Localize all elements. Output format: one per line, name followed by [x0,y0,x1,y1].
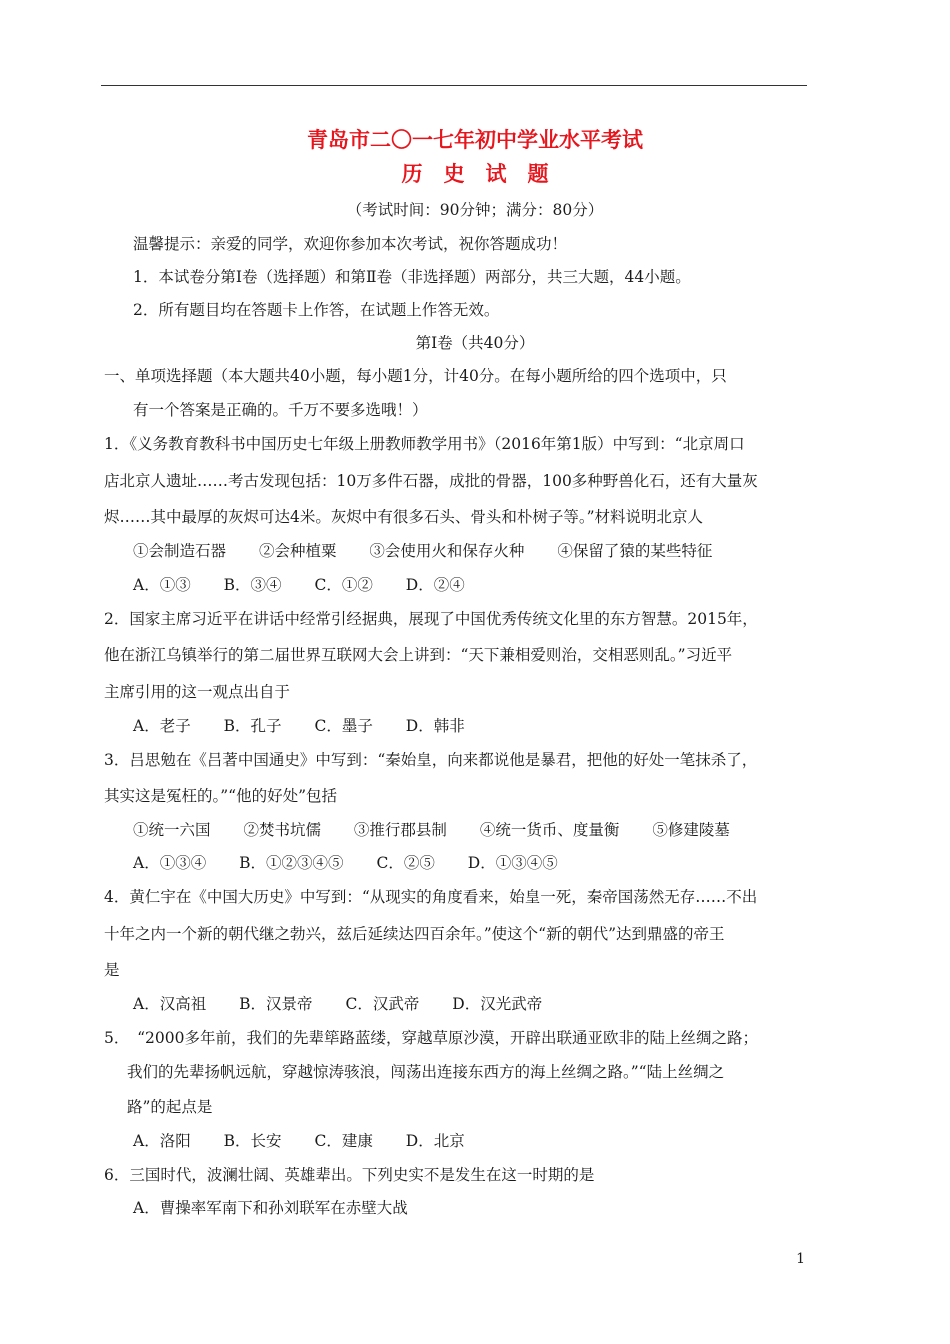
statement: ③会使用火和保存火种 [369,542,525,560]
option: A．汉高祖 [133,995,207,1013]
statement-row [133,820,758,840]
statement-row [133,541,740,561]
section-heading-cont: 有一个答案是正确的。千万不要多选哦！） [133,401,428,419]
statement: ④保留了猿的某些特征 [557,542,713,560]
question-line: 主席引用的这一观点出自于 [104,683,291,701]
option: C．建康 [314,1132,373,1150]
option: A．①③④ [133,854,207,872]
option: C．②⑤ [376,854,435,872]
subject-title: 历 史 试 题 [401,161,549,186]
question-line: 3．吕思勉在《吕著中国通史》中写到：“秦始皇，向来都说他是暴君，把他的好处一笔抹杀了， [104,751,758,769]
option: B．①②③④⑤ [239,854,344,872]
option: D．韩非 [405,717,465,735]
section-heading: 一、单项选择题（本大题共40小题，每小题1分，计40分。在每小题所给的四个选项中，只 [104,367,727,385]
question-line: 路”的起点是 [127,1098,213,1116]
page-number: 1 [796,1251,805,1267]
statement: ③推行郡县制 [353,821,447,839]
question-line: 2．国家主席习近平在讲话中经常引经据典，展现了中国优秀传统文化里的东方智慧。2015年， [104,610,758,628]
options-row [133,1198,436,1218]
options-row [133,853,586,873]
question-line: 6．三国时代，波澜壮阔、英雄辈出。下列史实不是发生在这一时期的是 [104,1166,595,1184]
statement: ①会制造石器 [133,542,227,560]
option: A．曹操率军南下和孙刘联军在赤壁大战 [133,1199,408,1217]
option: D．汉光武帝 [452,995,543,1013]
option: C．①② [314,576,373,594]
exam-title: 青岛市二〇一七年初中学业水平考试 [307,127,643,152]
header-rule [101,85,807,86]
statement: ⑤修建陵墓 [652,821,730,839]
question-line: 其实这是冤枉的。”“他的好处”包括 [104,787,338,805]
question-line: 他在浙江乌镇举行的第二届世界互联网大会上讲到：“天下兼相爱则治，交相恶则乱。”习近平 [104,646,733,664]
options-row [133,1131,493,1151]
option: C．汉武帝 [345,995,420,1013]
part-title: 第Ⅰ卷（共40分） [415,334,535,352]
option: B．孔子 [223,717,282,735]
option: A．老子 [133,717,191,735]
option: D．②④ [405,576,465,594]
statement: ②焚书坑儒 [243,821,321,839]
question-line: 烬……其中最厚的灰烬可达4米。灰烬中有很多石头、骨头和朴树子等。”材料说明北京人 [104,508,704,526]
option: B．汉景帝 [239,995,313,1013]
option: D．①③④⑤ [467,854,558,872]
options-row [133,575,493,595]
question-line: 4．黄仁宇在《中国大历史》中写到：“从现实的角度看来，始皇一死，秦帝国荡然无存……不出 [104,888,758,906]
question-line: 1．《义务教育教科书中国历史七年级上册教师教学用书》（2016年第1版）中写到：“北京周口 [104,435,745,453]
options-row [133,716,493,736]
question-line: 十年之内一个新的朝代继之勃兴，兹后延续达四百余年。”使这个“新的朝代”达到鼎盛的帝王 [104,925,725,943]
greeting: 温馨提示：亲爱的同学，欢迎你参加本次考试，祝你答题成功！ [133,235,568,253]
option: A．①③ [133,576,191,594]
statement: ④统一货币、度量衡 [479,821,620,839]
exam-info: （考试时间：90分钟；满分：80分） [346,201,604,219]
option: C．墨子 [314,717,373,735]
question-line: 5． “2000多年前，我们的先辈筚路蓝缕，穿越草原沙漠，开辟出联通亚欧非的陆上丝绸之路； [104,1029,758,1047]
statement: ②会种植粟 [258,542,337,560]
instruction-2: 2．所有题目均在答题卡上作答，在试题上作答无效。 [133,301,500,319]
instruction-1: 1．本试卷分第Ⅰ卷（选择题）和第Ⅱ卷（非选择题）两部分，共三大题，44小题。 [133,268,691,286]
statement: ①统一六国 [133,821,211,839]
option: B．③④ [223,576,282,594]
options-row [133,994,570,1014]
question-line: 是 [104,961,120,979]
option: A．洛阳 [133,1132,191,1150]
option: D．北京 [405,1132,465,1150]
question-line: 店北京人遗址……考古发现包括：10万多件石器，成批的骨器，100多种野兽化石，还有大量灰 [104,472,758,490]
question-line: 我们的先辈扬帆远航，穿越惊涛骇浪，闯荡出连接东西方的海上丝绸之路。”“陆上丝绸之 [127,1063,725,1081]
option: B．长安 [223,1132,282,1150]
